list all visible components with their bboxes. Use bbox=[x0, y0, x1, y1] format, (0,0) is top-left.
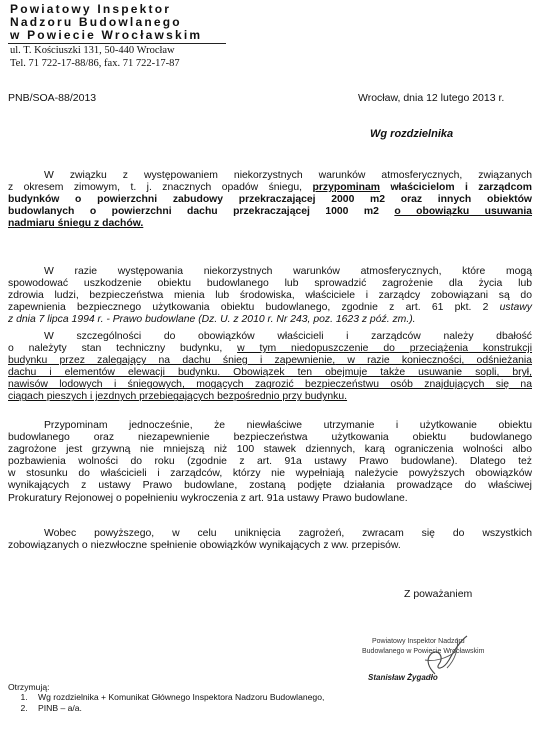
paragraph-4 bbox=[8, 420, 532, 505]
paragraph-2-line-3: zdrowia ludzi, bezpieczeństwa mienia lub środowiska, właściciele i zarządcy zobowiązani są do bbox=[8, 290, 532, 302]
letterhead-phone: Tel. 71 722-17-88/86, fax. 71 722-17-87 bbox=[10, 58, 180, 69]
recipient-item: 2. PINB – a/a. bbox=[30, 703, 324, 714]
paragraph-2-line-1: W razie występowania niekorzystnych warunków atmosferycznych, które mogą bbox=[44, 266, 532, 277]
signatory-name: Stanisław Żygadło bbox=[368, 673, 438, 682]
paragraph-4-line-2: budowlanego oraz niezapewnienie bezpieczeństwa użytkowania obiektu budowlanego bbox=[8, 432, 532, 444]
letterhead-line-2: Nadzoru Budowlanego bbox=[10, 15, 182, 29]
paragraph-1-line-2: z okresem zimowym, t. j. znacznych opadów śniegu, przypominam właścicielom i zarządcom bbox=[8, 182, 532, 194]
paragraph-2-line-4: zapewnienia bezpiecznego użytkowania obiektu budowlanego, zgodnie z art. 61 pkt. 2 ustawy bbox=[8, 302, 532, 314]
stamp-line-2: Budowlanego w Powiecie Wrocławskim bbox=[362, 648, 485, 655]
place-date: Wrocław, dnia 12 lutego 2013 r. bbox=[358, 92, 505, 104]
paragraph-3-line-4: dachu i elementów elewacji budynku. Obowiązek ten obejmuje także usuwanie sopli, brył, bbox=[8, 367, 532, 379]
addressee: Wg rozdzielnika bbox=[370, 128, 454, 140]
paragraph-3-line-2: o należyty stan techniczny budynku, w tym niedopuszczenie do przeciążenia konstrukcji bbox=[8, 343, 533, 355]
recipients-label: Otrzymują: bbox=[8, 682, 50, 692]
stamp-line-1: Powiatowy Inspektor Nadzoru bbox=[372, 638, 465, 645]
paragraph-5-line-1: Wobec powyższego, w celu uniknięcia zagrożeń, zwracam się do wszystkich bbox=[44, 528, 532, 539]
paragraph-2-line-5: z dnia 7 lipca 1994 r. - Prawo budowlane (Dz. U. z 2010 r. Nr 243, poz. 1623 z póź. zm.). bbox=[8, 314, 416, 326]
paragraph-4-line-6: wynikających z ustawy Prawo budowlane, zostaną podjęte działania prowadzące do właściwej bbox=[8, 480, 532, 492]
paragraph-4-line-3: zagrożone jest grzywną nie mniejszą niż 100 stawek dziennych, karą ograniczenia wolności albo bbox=[8, 444, 532, 456]
paragraph-4-line-5: w stosunku do właścicieli i zarządców, którzy nie wypełniają należycie powyższych obowiązków bbox=[8, 468, 532, 480]
paragraph-1-line-3: budynków o powierzchni zabudowy przekraczającej 2000 m2 oraz innych obiektów bbox=[8, 194, 532, 206]
paragraph-4-line-7: Prokuratury Rejonowej o popełnieniu wykroczenia z art. 91a ustawy Prawo budowlane. bbox=[8, 492, 408, 504]
recipient-item: 1. Wg rozdzielnika + Komunikat Głównego Inspektora Nadzoru Budowlanego, bbox=[30, 692, 324, 703]
closing: Z poważaniem bbox=[404, 588, 473, 600]
paragraph-2 bbox=[8, 266, 532, 326]
paragraph-4-line-1: Przypominam jednocześnie, że niewłaściwe utrzymanie i użytkowanie obiektu bbox=[44, 420, 532, 431]
letterhead-address: ul. T. Kościuszki 131, 50-440 Wrocław bbox=[10, 45, 175, 56]
paragraph-4-line-4: pozbawienia wolności do roku (zgodnie z art. 91a ustawy Prawo budowlane). Dlatego też bbox=[8, 456, 532, 468]
paragraph-3-line-1: W szczególności do obowiązków właścicieli i zarządców należy dbałość bbox=[44, 331, 532, 342]
paragraph-5 bbox=[8, 528, 532, 552]
paragraph-3-line-6: ciągach pieszych i jezdnych przebiegających bezpośrednio przy budynku. bbox=[8, 391, 348, 403]
letterhead-line-3: w Powiecie Wrocławskim bbox=[10, 28, 203, 42]
paragraph-1-line-4: budowlanych o powierzchni dachu przekraczającej 1000 m2 o obowiązku usuwania bbox=[8, 206, 533, 218]
recipients-list bbox=[8, 692, 324, 714]
reference-number: PNB/SOA-88/2013 bbox=[8, 92, 97, 104]
paragraph-2-line-2: spowodować uszkodzenie obiektu budowlanego lub sprowadzić zagrożenie dla życia lub bbox=[8, 278, 532, 290]
paragraph-3 bbox=[8, 331, 532, 404]
paragraph-3-line-3: budynku przez zalegający na dachu śnieg i zapewnienie, w razie konieczności, odśnieżania bbox=[8, 355, 533, 367]
letterhead-line-1: Powiatowy Inspektor bbox=[10, 2, 172, 16]
letterhead-rule bbox=[8, 43, 226, 44]
paragraph-1 bbox=[8, 170, 532, 230]
paragraph-5-line-2: zobowiązanych o niezwłoczne spełnienie obowiązków wynikających z ww. przepisów. bbox=[8, 540, 401, 552]
paragraph-3-line-5: nawisów lodowych i śniegowych, mogących zagrozić bezpieczeństwu osób znajdujących się na bbox=[8, 379, 532, 391]
paragraph-1-line-5: nadmiaru śniegu z dachów. bbox=[8, 218, 144, 230]
paragraph-1-line-1: W związku z występowaniem niekorzystnych warunków atmosferycznych, związanych bbox=[44, 170, 532, 181]
